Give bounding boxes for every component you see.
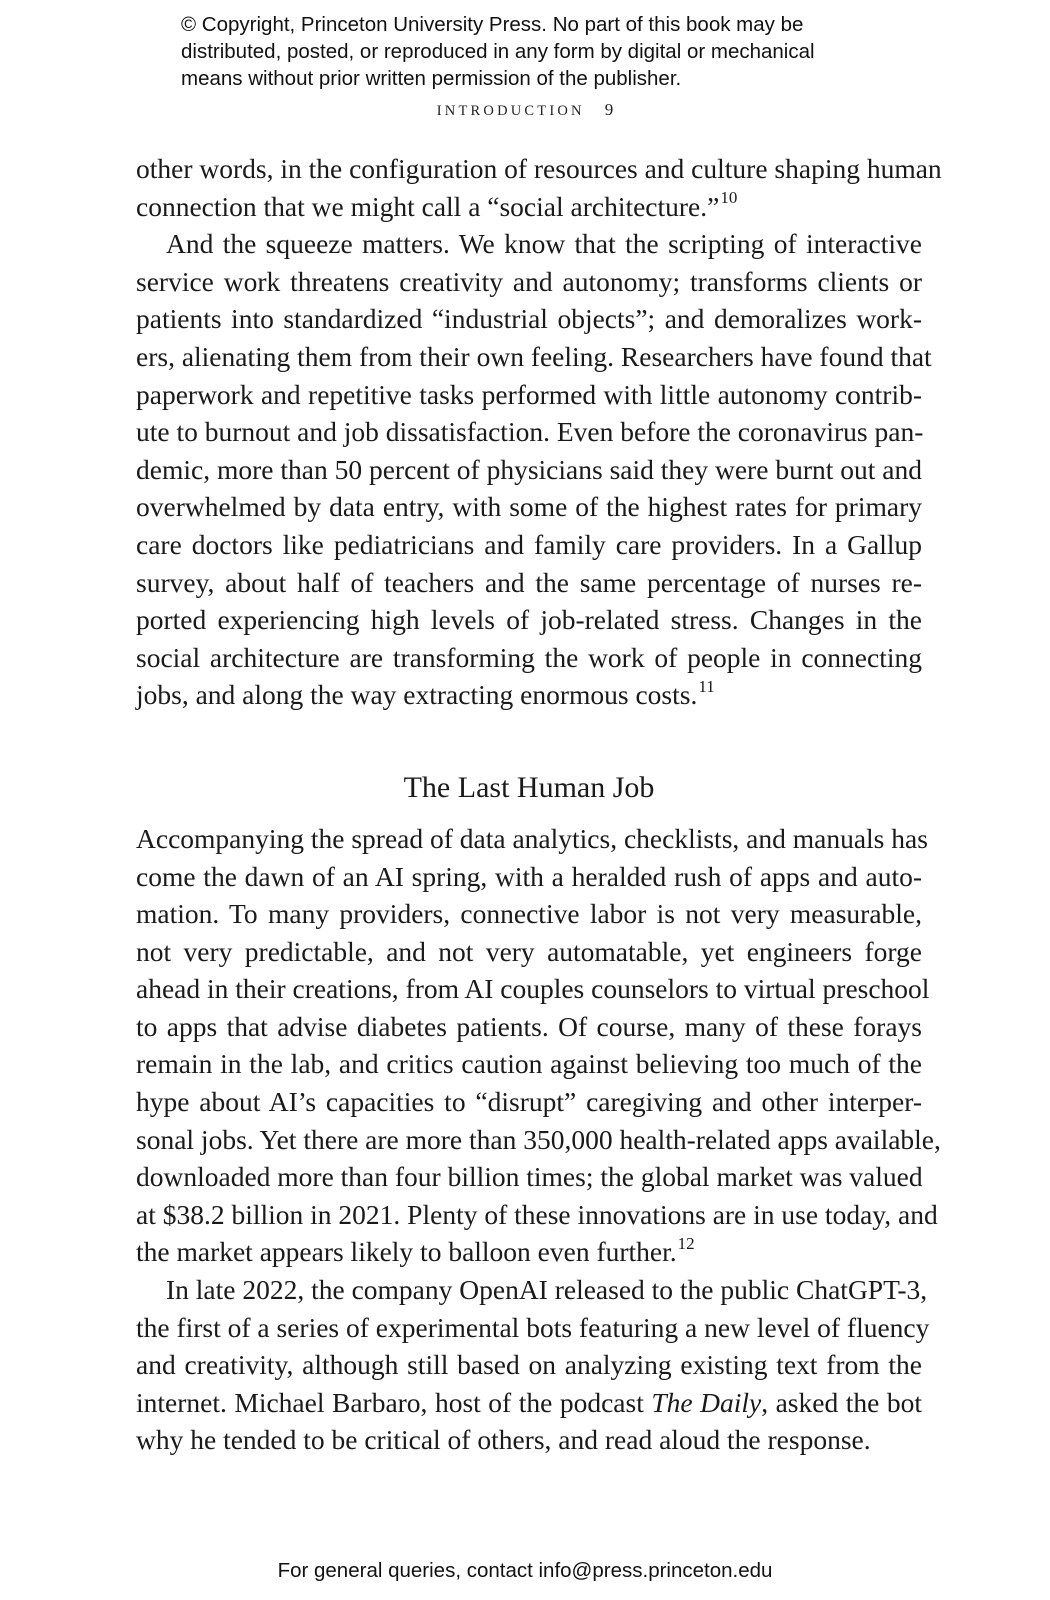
copyright-notice — [181, 11, 941, 92]
text-line-content: jobs, and along the way extracting enormous costs. — [136, 679, 698, 711]
text-line: remain in the lab, and critics caution against believing too much of the — [136, 1048, 922, 1080]
text-line — [136, 1233, 922, 1271]
text-line: ahead in their creations, from AI couples counselors to virtual preschool — [136, 973, 930, 1005]
text-line: why he tended to be critical of others, and read aloud the response. — [136, 1424, 871, 1456]
text-line: ers, alienating them from their own feeling. Researchers have found that — [136, 340, 932, 372]
footer-contact: For general queries, contact info@press.princeton.edu — [277, 1559, 773, 1582]
note-ref[interactable]: 10 — [720, 188, 738, 208]
text-line: not very predictable, and not very automatable, yet engineers forge — [136, 935, 922, 967]
page-number: 9 — [604, 100, 614, 119]
text-line: hype about AI’s capacities to “disrupt” caregiving and other interper- — [136, 1086, 922, 1118]
text-line: service work threatens creativity and autonomy; transforms clients or — [136, 265, 922, 297]
text-line: mation. To many providers, connective labor is not very measurable, — [136, 898, 922, 930]
text-line — [136, 676, 922, 714]
text-line: come the dawn of an AI spring, with a heralded rush of apps and auto- — [136, 860, 922, 892]
chapter-title: INTRODUCTION — [436, 103, 585, 119]
text-line: other words, in the configuration of resources and culture shaping human — [136, 153, 942, 184]
body-text — [136, 150, 942, 1459]
running-head — [0, 100, 1050, 120]
text-line: social architecture are transforming the work of people in connecting — [136, 641, 922, 673]
note-ref[interactable]: 11 — [698, 677, 715, 697]
text-line-content: the market appears likely to balloon even further. — [136, 1236, 677, 1268]
copyright-line: distributed, posted, or reproduced in any form by digital or mechanical — [181, 40, 815, 63]
text-line: care doctors like pediatricians and family care providers. In a Gallup — [136, 528, 922, 560]
text-line: paperwork and repetitive tasks performed with little autonomy contrib- — [136, 378, 922, 410]
text-line: and creativity, although still based on analyzing existing text from the — [136, 1349, 922, 1381]
text-line: overwhelmed by data entry, with some of the highest rates for primary — [136, 491, 922, 523]
section-heading: The Last Human Job — [403, 770, 655, 804]
text-line — [136, 1384, 922, 1422]
text-line: ported experiencing high levels of job-related stress. Changes in the — [136, 604, 922, 636]
note-ref[interactable]: 12 — [677, 1234, 695, 1254]
text-line-content: connection that we might call a “social architecture.” — [136, 190, 720, 222]
text-line: at $38.2 billion in 2021. Plenty of these innovations are in use today, and — [136, 1198, 938, 1230]
text-line: In late 2022, the company OpenAI released to the public ChatGPT-3, — [166, 1274, 928, 1306]
text-line: downloaded more than four billion times; the global market was valued — [136, 1161, 923, 1193]
text-line — [136, 188, 922, 226]
text-line: Accompanying the spread of data analytics, checklists, and manuals has — [136, 822, 928, 854]
text-line: the first of a series of experimental bots featuring a new level of fluency — [136, 1311, 930, 1343]
text-line: sonal jobs. Yet there are more than 350,000 health-related apps available, — [136, 1123, 941, 1155]
text-line: ute to burnout and job dissatisfaction. Even before the coronavirus pan- — [136, 416, 924, 448]
text-segment: internet. Michael Barbaro, host of the podcast — [136, 1386, 652, 1418]
text-line: patients into standardized “industrial objects”; and demoralizes work- — [136, 303, 922, 335]
text-segment: , asked the bot — [761, 1386, 922, 1418]
copyright-line: © Copyright, Princeton University Press. No part of this book may be — [181, 13, 804, 36]
text-line: survey, about half of teachers and the same percentage of nurses re- — [136, 566, 922, 598]
podcast-title: The Daily — [651, 1386, 762, 1418]
text-line: And the squeeze matters. We know that the scripting of interactive — [166, 228, 922, 260]
text-line: to apps that advise diabetes patients. Of course, many of these forays — [136, 1010, 922, 1042]
text-line: demic, more than 50 percent of physicians said they were burnt out and — [136, 453, 922, 485]
copyright-line: means without prior written permission of the publisher. — [181, 67, 682, 90]
